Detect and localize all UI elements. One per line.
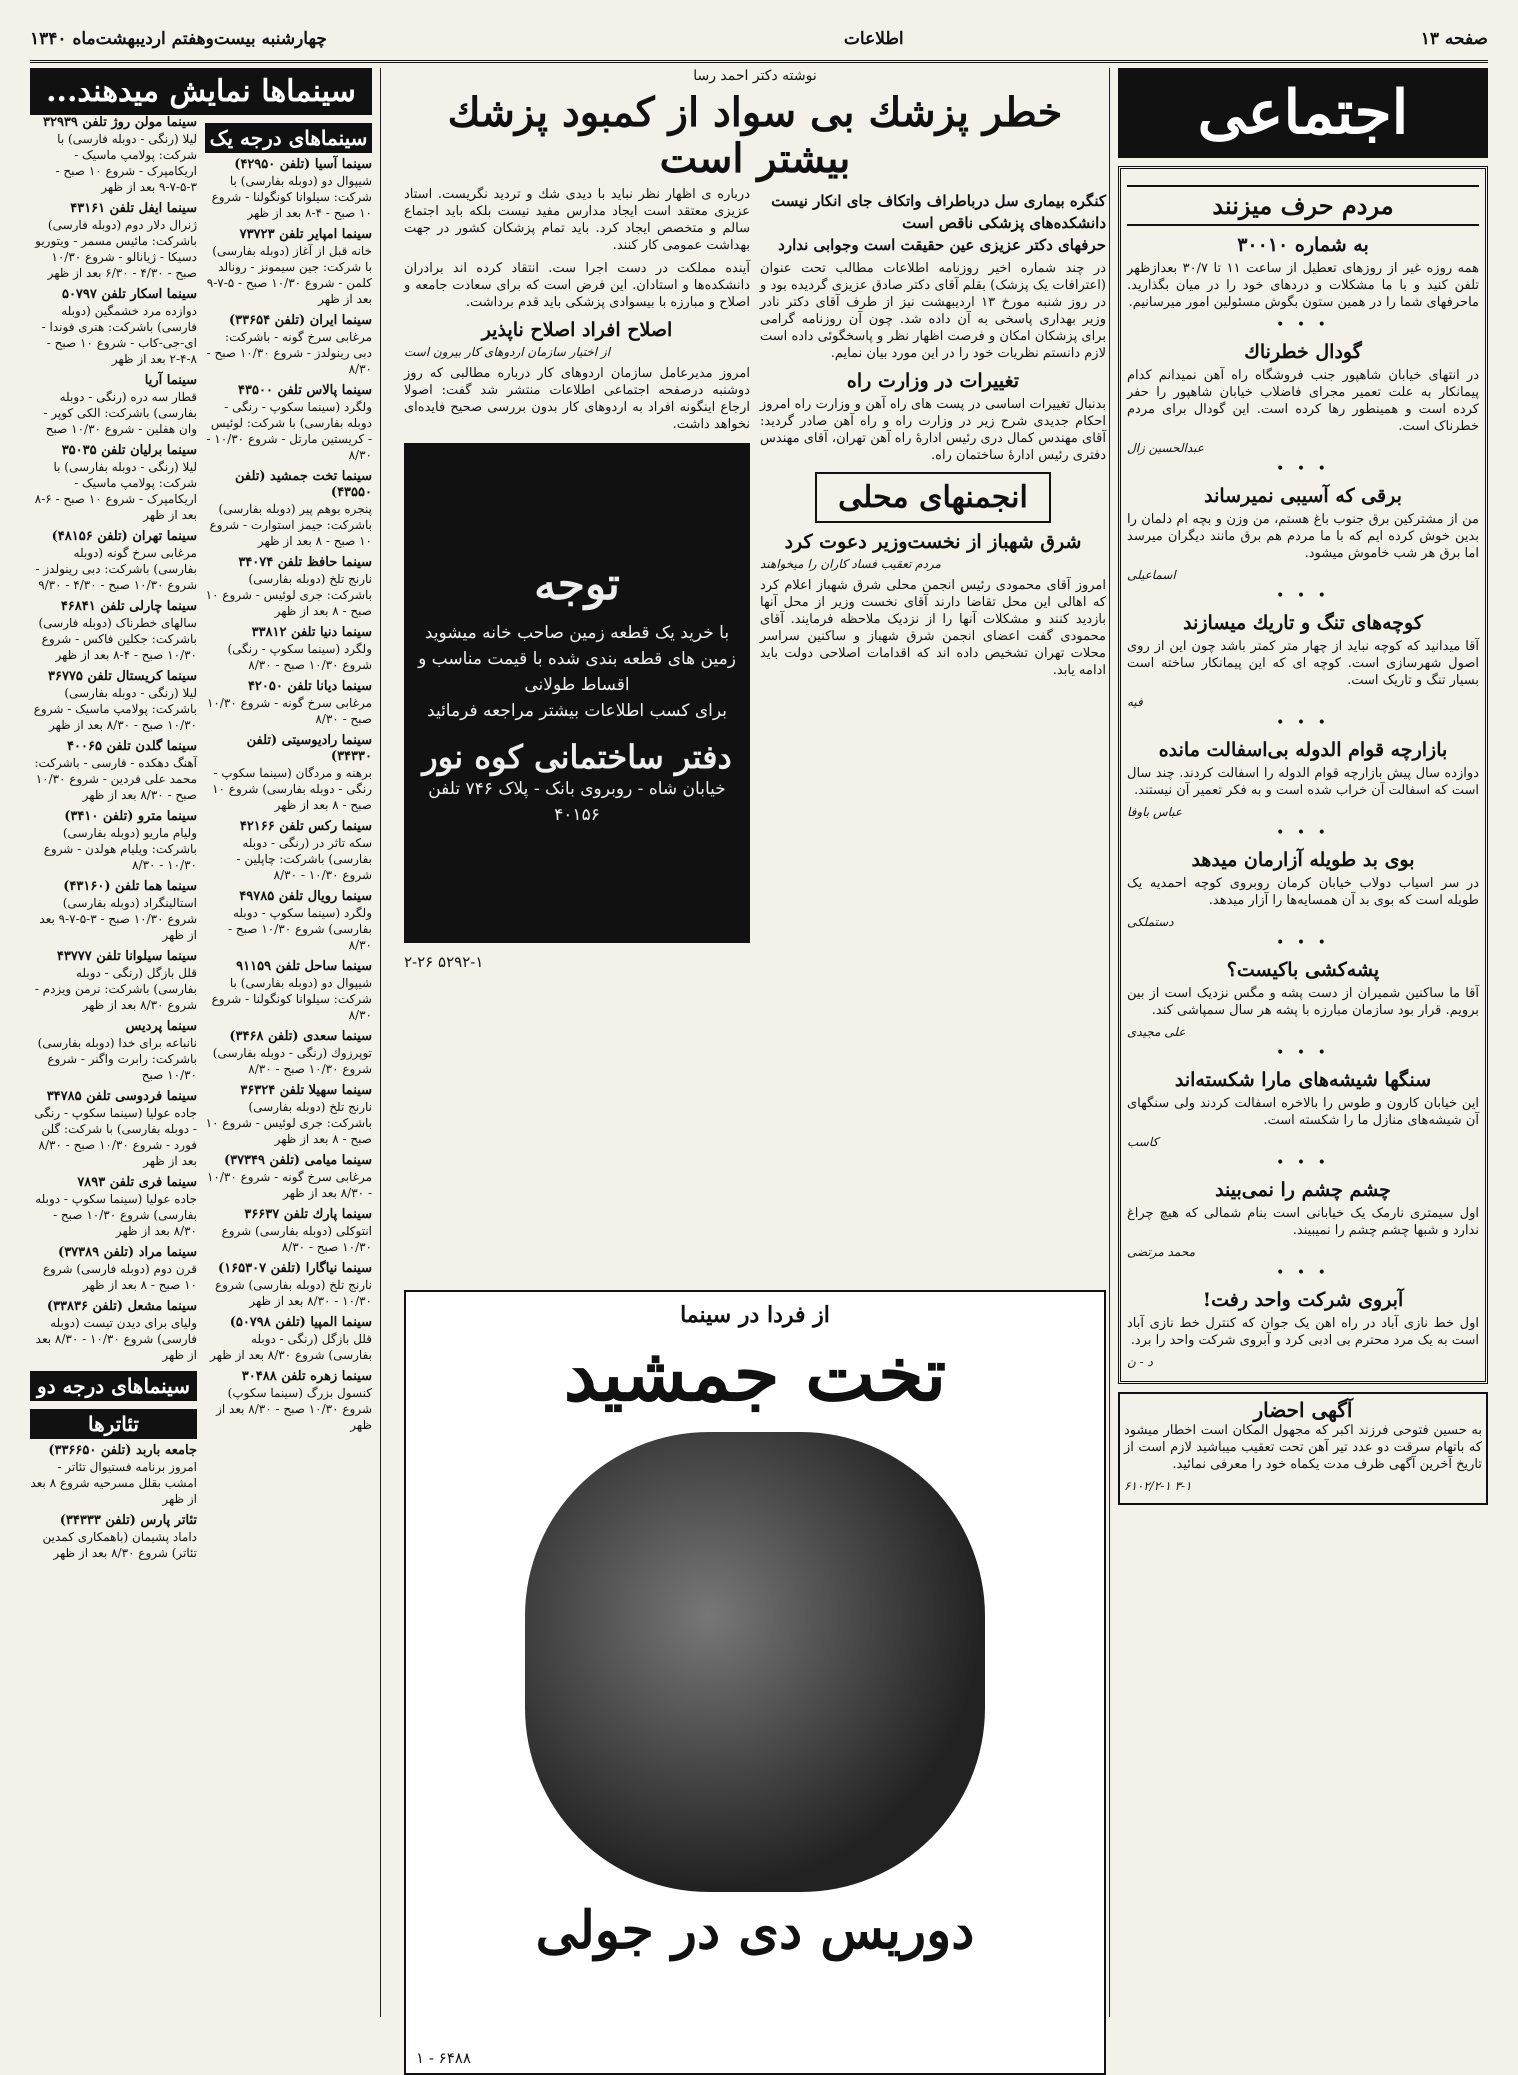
summons-title: آگهی احضار xyxy=(1253,1398,1353,1422)
article-headline: خطر پزشك بی سواد از کمبود پزشك بیشتر است xyxy=(447,89,1063,182)
cinema-info: لیلا (رنگی - دوبله بفارسی) باشرکت: پولامپ ماسیک - شروع ۱۰/۳۰ صبح - ۸/۳۰ بعد از ظهر xyxy=(33,686,197,732)
article-lead-text: در چند شماره اخیر روزنامه اطلاعات مطالب تحت عنوان (اعترافات یک پزشک) بقلم آقای دکتر صادق عزیزی گردیده بود و در روز شنبه مورخ ۱۳ اردیبهشت نیز از طرف آقای دکتر نادر وزیر بهداری پاسخی به آن داده شد. چون آن روزنامه گرامی برای پزشکان امکان و فرصت اظهار نظر و پاسخگوئی داده است لازم دانستم نظریات خود را در این مورد بیان نمایم. xyxy=(760,261,1106,361)
changes-text: بدنبال تغییرات اساسی در پست های راه آهن و وزارت راه امروز احکام جدیدی شرح زیر در وزارت راه و راه آهن صادر گردید: آقای مهندس کمال دری رئیس ادارۀ راه آهن تهران، آقای مهندس دفتری رئیس ادارۀ ساختمان راه. xyxy=(760,397,1106,463)
separator: • • • xyxy=(1276,1155,1330,1171)
notice-line: با خرید یک قطعه زمین صاحب خانه میشوید xyxy=(424,622,730,643)
cinema-info: پنجره بوهم پیر (دوبله بفارسی) باشرکت: جیمز استوارت - شروع ۱۰ صبح - ۸ بعد از ظهر xyxy=(209,502,372,548)
cinema-columns xyxy=(30,115,372,1567)
cinema-item xyxy=(205,889,372,953)
cinema-item xyxy=(205,1083,372,1147)
complaint-author: علی مجیدی xyxy=(1127,1025,1186,1039)
cinema-name: سینما آسیا (تلفن ۴۲۹۵۰) xyxy=(234,157,372,172)
separator: • • • xyxy=(1276,825,1330,841)
cinema-name: سینما پالاس تلفن ۴۳۵۰۰ xyxy=(238,383,372,398)
cinema-name: سینما سیلوانا تلفن ۴۳۷۷۷ xyxy=(56,949,197,964)
cinema-item xyxy=(30,1019,197,1083)
complaint-author: کاسب xyxy=(1127,1135,1159,1149)
cinema-name: سینما ایران (تلفن ۳۳۶۵۴) xyxy=(229,313,372,328)
cinema-item xyxy=(205,1029,372,1077)
cinema-info: قطار سه دره (رنگی - دوبله بفارسی) باشرکت: الکی کوپر - وان هفلین - شروع ۱۰/۳۰ صبح xyxy=(43,390,197,436)
complaint-title: بوی بد طویله آزارمان میدهد xyxy=(1191,849,1415,871)
social-column xyxy=(1109,68,1488,2017)
article-bullets xyxy=(760,190,1106,256)
cinema-name: سینما اسکار تلفن ۵۰۷۹۷ xyxy=(61,287,197,302)
changes-title: تغییرات در وزارت راه xyxy=(846,370,1020,392)
separator: • • • xyxy=(1276,1045,1330,1061)
page-header xyxy=(30,24,1488,63)
cinema-item xyxy=(205,469,372,549)
cinema-name: سینما دنیا تلفن ۳۳۸۱۲ xyxy=(251,625,372,640)
film-tagline: از فردا در سینما xyxy=(680,1302,830,1328)
complaint-author: د - ن xyxy=(1127,1355,1153,1369)
theaters-title: تئاترها xyxy=(30,1409,197,1439)
cinema-name: سینما هما تلفن (۴۳۱۶۰) xyxy=(63,879,197,894)
local-councils-title: انجمنهای محلی xyxy=(815,472,1051,523)
people-speak-box xyxy=(1118,166,1488,1384)
cinema-item xyxy=(205,1369,372,1433)
cinema-info: سکه تاثر در (رنگی - دوبله بفارسی) باشرکت: چاپلین - شروع ۱۰/۳۰ - ۸/۳۰ xyxy=(236,836,372,882)
cinema-info: توپرزوك (رنگی - دوبله بفارسی) شروع ۱۰/۳۰ صبح - ۸/۳۰ xyxy=(212,1046,372,1076)
land-notice-ad xyxy=(404,443,750,943)
cinema-info: ولیای برای دیدن تیست (دوبله فارسی) شروع ۱۰/۳۰ - ۸/۳۰ بعد از ظهر xyxy=(35,1316,197,1362)
cinema-info: مرغابی سرخ گونه - باشرکت: دبی رینولدز - شروع ۱۰/۳۰ صبح - ۸/۳۰ xyxy=(206,330,372,376)
cinema-name: تئاتر پارس (تلفن ۳۴۳۳۳) xyxy=(59,1513,197,1528)
complaint-text: من از مشترکین برق جنوب باغ هستم، من وزن و بچه ام دلمان را بدین خوش کرده ایم که با ما مردم هم برق مانند دیگران میرسد اما برق هر شب خاموش میشود. xyxy=(1127,512,1479,561)
cinema-info: ولیام ماریو (دوبله بفارسی) باشرکت: ویلیام هولدن - شروع ۱۰/۳۰ - ۸/۳۰ xyxy=(43,826,197,872)
cinema-item xyxy=(30,1245,197,1293)
cinema-info: خانه قبل از آغاز (دوبله بفارسی) با شرکت: جین سیمونز - رونالد کلمن - شروع ۱۰/۳۰ صبح - ۵-۷-۹ بعد از ظهر xyxy=(206,244,372,306)
cinema-name: سینما امپایر تلفن ۷۳۷۲۳ xyxy=(239,227,372,242)
cinema-info: نارنج تلخ (دوبله بفارسی) شروع ۱۰/۳۰ - ۸/۳۰ بعد از ظهر xyxy=(215,1278,372,1308)
complaint-text: آقا میدانید که کوچه نباید از چهار متر کمتر باشد چون این از روی اصول شهرسازی است. کوچه ای که این پیمانکار ساخته است بسیار تنگ و تاریک است. xyxy=(1127,639,1479,688)
page-number: صفحه ۱۳ xyxy=(1420,29,1488,49)
cinema-name: سینما دیانا تلفن ۴۲۰۵۰ xyxy=(247,679,372,694)
notice-code: ۵۲۹۲-۱ ۲-۲۶ xyxy=(404,953,484,971)
cinema-info: ولگرد (سینما سکوپ - دوبله بفارسی) شروع ۱۰/۳۰ صبح - ۸/۳۰ xyxy=(228,906,372,952)
complaints-list xyxy=(1127,317,1479,1369)
cinema-info: مرغابی سرخ گونه - شروع ۱۰/۳۰ - ۸/۳۰ بعد از ظهر xyxy=(206,1170,372,1200)
cinema-item xyxy=(205,555,372,619)
complaint-author: عباس باوفا xyxy=(1127,805,1183,819)
separator: • • • xyxy=(1276,317,1330,333)
cinema-name: سینما تخت جمشید (تلفن ۴۳۵۵۰) xyxy=(234,469,372,500)
cinema-item xyxy=(30,443,197,523)
cinema-item xyxy=(205,625,372,673)
complaint-title: پشه‌کشی باکیست؟ xyxy=(1226,959,1380,981)
cinema-name: سینما کریستال تلفن ۳۶۷۷۵ xyxy=(47,669,197,684)
cinema-name: سینما مترو (تلفن ۳۴۱۰) xyxy=(64,809,197,824)
cinema-name: سینما رادیوسیتی (تلفن ۳۴۳۳۰) xyxy=(246,733,372,764)
cinema-info: استالینگراد (دوبله بفارسی) شروع ۱۰/۳۰ صبح - ۳-۵-۷-۹ بعد از ظهر xyxy=(39,896,197,942)
article-columns xyxy=(404,186,1106,975)
complaint-title: کوچه‌های تنگ و تاریك میسازند xyxy=(1183,612,1423,634)
complaint-title: بازارچه قوام الدوله بی‌اسفالت مانده xyxy=(1158,739,1448,761)
cinema-item xyxy=(30,879,197,943)
cinema-name: سینما حافظ تلفن ۳۴۰۷۴ xyxy=(238,555,372,570)
cinema-name: سینما میامی (تلفن ۳۷۳۴۹) xyxy=(223,1153,372,1168)
cinema-info: جاده عولیا (سینما سکوپ - دوبله بفارسی) شروع ۱۰/۳۰ صبح - ۸/۳۰ بعد از ظهر xyxy=(35,1192,197,1238)
cinema-name: سینما پارك تلفن ۳۶۶۳۷ xyxy=(244,1207,372,1222)
cinema-name: سینما تهران (تلفن ۴۸۱۵۶) xyxy=(51,529,197,544)
complaint-author: عبدالحسین زال xyxy=(1127,441,1204,455)
summons-code: ۳-۱ ۶۱۰۲/۲-۱ xyxy=(1124,1479,1192,1493)
complaint-author: دستملکی xyxy=(1127,915,1174,929)
cinema-list-a xyxy=(30,115,197,1363)
local-councils-headline: شرق شهباز از نخست‌وزیر دعوت کرد xyxy=(784,531,1082,553)
local-councils-text: امروز آقای محمودی رئیس انجمن محلی شرق شهباز اعلام کرد که اهالی این محل تقاضا دارند آقای نخست وزیر از محل آنها بازدید کنند و مشکلات آنها را از نزدیک ملاحظه فرمایند. آقای محمودی گفت اعضای انجمن شرق شهباز و ساکنین سراسر محلات تهران تشخیص داده اند که اقدامات اصلاحی دولت باید ادامه یابد. xyxy=(760,578,1106,678)
cinema-name: سینما آریا xyxy=(144,373,197,388)
cinema-name: سینما گلدن تلفن ۴۰۰۶۵ xyxy=(67,739,197,754)
separator: • • • xyxy=(1276,1265,1330,1281)
complaint-author: محمد مرتضی xyxy=(1127,1245,1196,1259)
cinema-info: شیپوال دو (دوبله بفارسی) با شرکت: سیلوانا کونگولنا - شروع ۸/۳۰ xyxy=(211,976,372,1022)
separator: • • • xyxy=(1276,935,1330,951)
reform-text: امروز مدیرعامل سازمان اردوهای کار درباره مطالبی که روز دوشنبه درصفحه اجتماعی اطلاعات منتشر شد گفت: اصولا ارجاع اینگونه افراد به اردوهای کار بدون بررسی صحیح فایده‌ای نخواهد داشت. xyxy=(404,366,750,432)
cinema-item xyxy=(205,1315,372,1363)
cinema-listings-column xyxy=(30,68,381,2017)
separator: • • • xyxy=(1276,588,1330,604)
cinema-col-left xyxy=(30,115,197,1567)
cinema-info: قرن دوم (دوبله فارسی) شروع ۱۰ صبح - ۸ بعد از ظهر xyxy=(42,1262,197,1292)
cinema-item xyxy=(205,157,372,221)
cinema-col-right xyxy=(205,115,372,1567)
cinema-item xyxy=(205,313,372,377)
cinema-name: سینما المپیا (تلفن ۵۰۷۹۸) xyxy=(229,1315,372,1330)
issue-date: چهارشنبه بیست‌وهفتم اردیبهشت‌ماه ۱۳۴۰ xyxy=(30,29,327,49)
bullet: دانشکده‌های پزشکی ناقص است xyxy=(902,214,1106,232)
cinema-info: نارنج تلخ (دوبله بفارسی) باشرکت: جری لوئیس - شروع ۱۰ صبح - ۸ بعد از ظهر xyxy=(205,572,372,618)
local-councils-sub: مردم تعقیب فساد کاران را میخواهند xyxy=(760,557,941,571)
film-title: تخت جمشید xyxy=(563,1332,947,1418)
article-col2-text: درباره ی اظهار نظر نباید با دیدی شك و تردید نگریست. استاد عزیزی معتقد است ایجاد مدارس مفید نیست بلکه باید اجتماع سالم و متخصص ایجاد کرد. باید تمام پزشکان کشور در جهت بهداشت عمومی کار کنند. xyxy=(404,187,750,253)
cinema-name: جامعه باربد (تلفن ۳۳۶۶۵۰) xyxy=(48,1443,197,1458)
cinema-list-b xyxy=(205,157,372,1433)
notice-title: توجه xyxy=(534,558,620,610)
cinema-info: قلل بازگل (رنگی - دوبله بفارسی) شروع ۸/۳۰ بعد از ظهر xyxy=(210,1332,372,1362)
complaint-title: برقی که آسیبی نمیرساند xyxy=(1204,485,1402,507)
paper-name: اطلاعات xyxy=(843,29,904,49)
notice-line: زمین های قطعه بندی شده با قیمت مناسب و اقساط طولانی xyxy=(418,648,736,695)
cinema-item xyxy=(205,227,372,307)
complaint-title: چشم چشم را نمی‌بیند xyxy=(1215,1179,1391,1201)
cinema-item xyxy=(205,1207,372,1255)
cinema-item xyxy=(30,1299,197,1363)
first-class-title: سینماهای درجه یک xyxy=(205,123,372,153)
cinema-item xyxy=(30,809,197,873)
separator: • • • xyxy=(1276,461,1330,477)
cinema-item xyxy=(205,959,372,1023)
cinema-info: لیلا (رنگی - دوبله بفارسی) با شرکت: پولامپ ماسیک - اریکامپرک - شروع ۱۰ صبح - ۶-۸ بعد از ظهر xyxy=(34,460,197,522)
cinema-info: ولگرد (سینما سکوپ - رنگی - دوبله بفارسی) با شرکت: لوئیس - کریستین مارتل - شروع ۱۰/۳۰ - ۸/۳۰ xyxy=(206,400,372,462)
cinema-item xyxy=(205,1153,372,1201)
complaint-title: آبروی شرکت واحد رفت! xyxy=(1202,1289,1404,1311)
reform-sub: از اختیار سازمان اردوهای کار بیرون است xyxy=(404,345,611,359)
bullet: حرفهای دکتر عزیزی عین حقیقت است وجوابی ندارد xyxy=(778,236,1106,254)
cinema-item xyxy=(205,679,372,727)
cinema-info: لیلا (رنگی - دوبله فارسی) با شرکت: پولامپ ماسیک - اریکامپرک - شروع ۱۰ صبح - ۳-۵-۷-۹ بعد از ظهر xyxy=(55,132,197,194)
complaint-author: اسماعیلی xyxy=(1127,568,1176,582)
complaint-text: اول سیمتری نارمک یک خیابانی است بنام شمالی که هیچ چراغ ندارد و شبها چشم چشم را نمیبیند. xyxy=(1127,1206,1479,1238)
bullet: کنگره بیماری سل درباطراف واتکاف جای انکار نیست xyxy=(771,192,1106,210)
cinema-info: دوازده مرد خشمگین (دوبله فارسی) باشرکت: هنری فوندا - ای-جی-کاب - شروع ۱۰ صبح - ۸-۴-۲ بعد از ظهر xyxy=(41,304,197,366)
cinema-info: جاده عولیا (سینما سکوپ - رنگی - دوبله بفارسی) با شرکت: گلن فورد - شروع ۱۰/۳۰ صبح - ۸/۳۰ بعد از ظهر xyxy=(34,1106,197,1168)
second-class-title: سینماهای درجه دو xyxy=(30,1371,197,1401)
cinema-info: داماد پشیمان (باهمکاری کمدین تئاتر) شروع ۸/۳۰ بعد از ظهر xyxy=(42,1530,197,1560)
summons-text: به حسین فتوحی فرزند اکبر که مجهول المکان است اخطار میشود که باتهام سرقت دو عدد تیر آهن تحت تعقیب میباشید لازم است از تاریخ آخرین آگهی ظرف مدت یکماه خود را معرفی نمائید. xyxy=(1124,1423,1482,1472)
complaint-text: در سر اسیاب دولاب خیابان کرمان روبروی کوچه احمدیه یک طویله است که بوی بد آن همسایه‌ها را آزار میدهد. xyxy=(1127,876,1479,908)
cinema-name: سینما برلیان تلفن ۳۵۰۳۵ xyxy=(61,443,197,458)
cinema-item xyxy=(30,949,197,1013)
complaint-title: سنگها شیشه‌های مارا شکسته‌اند xyxy=(1174,1069,1432,1091)
cinema-name: سینما مشعل (تلفن ۳۳۸۳۶) xyxy=(46,1299,197,1314)
cinema-info: انتوکلی (دوبله بفارسی) شروع ۱۰/۳۰ صبح - ۸/۳۰ xyxy=(221,1224,372,1254)
cinema-info: مرغابی سرخ گونه - شروع ۱۰/۳۰ صبح - ۸/۳۰ xyxy=(206,696,372,726)
notice-address: خیابان شاه - روبروی بانک - پلاک ۷۴۶ تلفن ۴۰۱۵۶ xyxy=(428,778,726,825)
article-col3-text: آینده مملکت در دست اجرا ست. انتقاد کرده اند برادران دانشکده‌ها و استادان. این فرض است که برای سعادت جامعه و اصلاح و مبارزه با بیسوادی پزشکی باید قدم برداشت. xyxy=(404,261,750,310)
cinema-name: سینما زهره تلفن ۳۰۴۸۸ xyxy=(241,1369,372,1384)
cinema-name: سینما پردیس xyxy=(125,1019,197,1034)
complaint-title: گودال خطرناك xyxy=(1244,341,1362,363)
film-advertisement xyxy=(404,1290,1106,2075)
cinema-name: سینما ساحل تلفن ۹۱۱۵۹ xyxy=(236,959,372,974)
cinema-name: سینما سهیلا تلفن ۳۶۳۲۴ xyxy=(240,1083,372,1098)
cinema-info: امروز برنامه فستیوال تئاتر - امشب بقلل مسرحیه شروع ۸ بعد از ظهر xyxy=(30,1460,197,1506)
cinema-item xyxy=(30,201,197,281)
cinema-info: آهنگ دهکده - فارسی - باشرکت: محمد علی فردین - شروع ۱۰/۳۰ صبح - ۸/۳۰ بعد از ظهر xyxy=(34,756,197,802)
cinema-item xyxy=(30,1175,197,1239)
cinema-name: سینما چارلی تلفن ۴۶۸۴۱ xyxy=(60,599,197,614)
article-col-right xyxy=(760,186,1106,975)
people-speak-intro: همه روزه غیر از روزهای تعطیل از ساعت ۱۱ تا ۳۰/۷ بعدازظهر تلفن کنید و با ما مشکلات و دردهای خود را در میان بگذارید. ماحرفهای شما را در همین ستون بگوش مسئولین امور میرسانیم. xyxy=(1127,261,1480,310)
cinema-item xyxy=(30,1089,197,1169)
notice-office: دفتر ساختمانی کوه نور xyxy=(422,737,732,776)
cinema-item xyxy=(30,1513,197,1561)
cinema-item xyxy=(205,733,372,813)
people-speak-title: مردم حرف میزنند xyxy=(1127,185,1479,226)
film-ad-code: ۶۴۸۸ - ۱ xyxy=(416,2049,471,2067)
complaint-author: فیه xyxy=(1127,695,1143,709)
cinema-info: قلل بازگل (رنگی - دوبله بفارسی) باشرکت: نرمن ویزدم - شروع ۸/۳۰ بعد از ظهر xyxy=(34,966,197,1012)
summons-notice xyxy=(1118,1392,1488,1505)
cinema-info: برهنه و مردگان (سینما سکوپ - رنگی - دوبله بفارسی) شروع ۱۰ صبح - ۸ بعد از ظهر xyxy=(212,766,372,812)
section-logo: اجتماعی xyxy=(1118,68,1488,158)
cinema-item xyxy=(30,287,197,367)
cinema-name: سینما رکس تلفن ۴۲۱۶۶ xyxy=(239,819,372,834)
phone-line: به شماره ۳۰۰۱۰ xyxy=(1237,234,1369,256)
theater-list xyxy=(30,1443,197,1561)
cinema-item xyxy=(30,1443,197,1507)
cinema-item xyxy=(30,529,197,593)
cinema-item xyxy=(205,383,372,463)
cinema-name: سینما رویال تلفن ۴۹۷۸۵ xyxy=(239,889,372,904)
film-stars: دوریس دی در جولی xyxy=(535,1900,975,1961)
complaint-text: این خیابان کارون و طوس را بالاخره اسفالت کردند ولی سنگهای آن شیشه‌های منازل ما را شکسته است. xyxy=(1127,1096,1479,1128)
article-col-left xyxy=(404,186,750,975)
reform-title: اصلاح افراد اصلاح ناپذیر xyxy=(481,319,673,341)
cinema-name: سینما فردوسی تلفن ۳۴۷۸۵ xyxy=(46,1089,197,1104)
notice-line: برای کسب اطلاعات بیشتر مراجعه فرمائید xyxy=(427,700,727,721)
cinema-info: نانباعه برای خدا (دوبله بفارسی) باشرکت: رابرت واگنر - شروع ۱۰/۳۰ صبح xyxy=(37,1036,197,1082)
cinema-item xyxy=(30,739,197,803)
complaint-text: دوازده سال پیش بازارچه قوام الدوله را اسفالت کردند. چند سال است که اسفالت آن خراب شده است و به فکر تعمیر آن نیستند. xyxy=(1127,766,1479,798)
film-photo xyxy=(525,1432,985,1892)
cinema-info: کنسول بزرگ (سینما سکوپ) شروع ۱۰/۳۰ صبح - ۸/۳۰ بعد از ظهر xyxy=(216,1386,372,1432)
separator: • • • xyxy=(1276,715,1330,731)
cinema-name: سینما مراد (تلفن ۳۷۳۸۹) xyxy=(58,1245,197,1260)
cinema-name: سینما فری تلفن ۷۸۹۳ xyxy=(77,1175,197,1190)
cinema-item xyxy=(30,115,197,195)
complaint-text: آقا ما ساکنین شمیران از دست پشه و مگس نزدیک است از بین برویم. قرار بود سازمان مبارزه با پشه هر سال سمپاشی کند. xyxy=(1127,986,1479,1018)
cinema-name: سینما نیاگارا (تلفن ۱۶۵۳۰۷) xyxy=(218,1261,372,1276)
cinema-info: سالهای خطرناک (دوبله فارسی) باشرکت: جکلین فاکس - شروع ۱۰/۳۰ صبح - ۴-۸ بعد از ظهر xyxy=(38,616,197,662)
complaint-text: اول خط نازی آباد در راه اهن یک جوان که کنترل خط نازی آباد است به یک مرد محترم بی ادبی کرد و آبروی شرکت واحد را برد. xyxy=(1127,1316,1479,1348)
cinema-name: سینما سعدی (تلفن ۳۴۶۸) xyxy=(229,1029,372,1044)
cinema-info: مرغابی سرخ گونه (دوبله بفارسی) باشرکت: دبی رینولدز - شروع ۱۰/۳۰ صبح - ۴/۳۰ - ۹/۳۰ xyxy=(35,546,197,592)
article-author: نوشته دکتر احمد رسا xyxy=(693,68,817,84)
cinema-item xyxy=(205,819,372,883)
cinema-item xyxy=(30,669,197,733)
cinema-name: سینما مولن روژ تلفن ۳۲۹۳۹ xyxy=(42,115,197,130)
main-article-column xyxy=(404,68,1106,2067)
cinema-info: شیپوال دو (دوبله بفارسی) با شرکت: سیلوانا کونگولنا - شروع ۱۰ صبح - ۴-۸ بعد از ظهر xyxy=(211,174,372,220)
complaint-text: در انتهای خیابان شاهپور جنب فروشگاه راه آهن نمیدانم کدام پیمانکار به علت تعمیر مجرای فاضلاب خیابان شاهپور را حفر کرده است و همینطور رها کرده است. این گودال برای مردم خطرناک است. xyxy=(1127,368,1479,434)
cinema-item xyxy=(30,373,197,437)
cinema-info: نارنج تلخ (دوبله بفارسی) باشرکت: جری لوئیس - شروع ۱۰ صبح - ۸ بعد از ظهر xyxy=(205,1100,372,1146)
cinema-info: ولگرد (سینما سکوپ - رنگی) شروع ۱۰/۳۰ صبح - ۸/۳۰ xyxy=(227,642,372,672)
cinema-item xyxy=(30,599,197,663)
cinema-name: سینما ایفل تلفن ۴۳۱۶۱ xyxy=(70,201,197,216)
cinema-item xyxy=(205,1261,372,1309)
cinema-banner: سینماها نمایش میدهند... xyxy=(30,68,372,115)
cinema-info: ژنرال دلار دوم (دوبله فارسی) باشرکت: مائیس مسمر - ویتوریو دسیکا - ژیانالو - شروع ۱۰/۳۰ صبح - ۴/۳۰ - ۶/۳۰ بعد از ظهر xyxy=(35,218,197,280)
